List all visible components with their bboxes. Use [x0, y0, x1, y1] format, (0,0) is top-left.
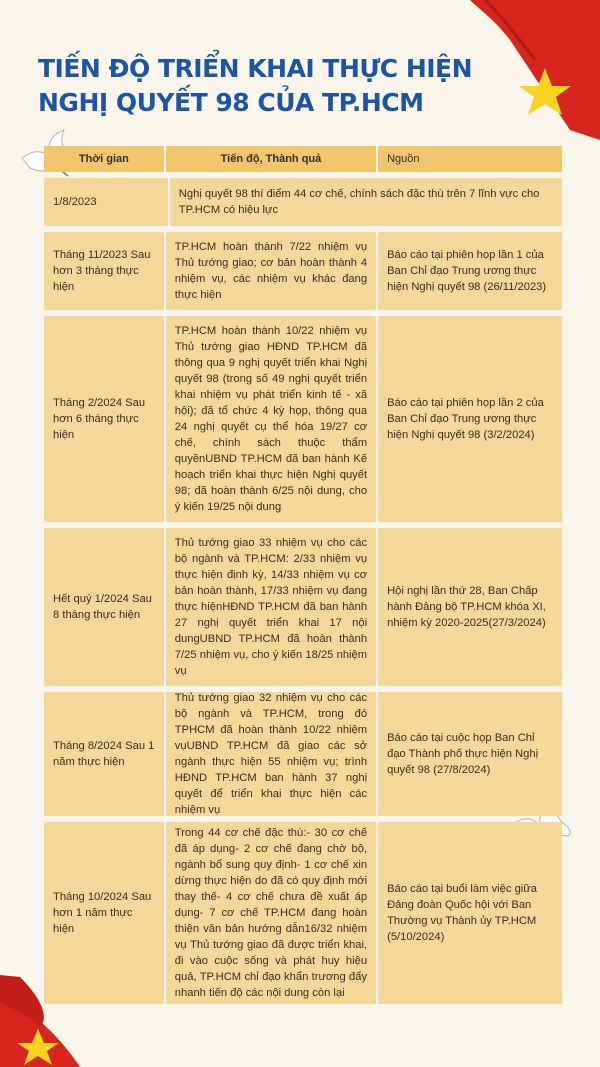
time-cell: Tháng 11/2023 Sau hơn 3 tháng thực hiện	[44, 232, 166, 310]
table-row	[44, 692, 562, 816]
table-row	[44, 232, 562, 310]
source-cell: Báo cáo tại buổi làm việc giữa Đảng đoàn Quốc hội với Ban Thường vụ Thành ủy TP.HCM (5/10/2024)	[378, 822, 562, 1004]
time-cell: Hết quý 1/2024 Sau 8 tháng thực hiện	[44, 528, 166, 686]
source-cell: Báo cáo tại phiên họp lần 1 của Ban Chỉ đạo Trung ương thực hiện Nghị quyết 98 (26/11/2023)	[378, 232, 562, 310]
time-cell: Tháng 10/2024 Sau hơn 1 năm thực hiện	[44, 822, 166, 1004]
progress-cell: Nghị quyết 98 thí điểm 44 cơ chế, chính sách đặc thù trên 7 lĩnh vực cho TP.HCM có hiệu lực	[170, 178, 562, 226]
time-cell: 1/8/2023	[44, 178, 170, 226]
header-source: Nguồn	[378, 146, 562, 172]
table-row	[44, 528, 562, 686]
progress-cell: TP.HCM hoàn thành 10/22 nhiệm vụ Thủ tướng giao HĐND TP.HCM đã thông qua 9 nghị quyết triển khai Nghị quyết 98 (trong số 49 nghị quyết triển khai nhiệm vụ phát triển kinh tế - xã hội); đã tổ chức 4 kỳ họp, thông qua 24 nghị quyết cụ thể hóa 19/27 cơ chế, chính sách thuộc thẩm quyềnUBND TP.HCM đã ban hành Kế hoạch triển khai thực hiện Nghị quyết 98; đã hoàn thành 6/25 nội dung, cho ý kiến 19/25 nội dung	[166, 316, 378, 522]
header-time: Thời gian	[44, 146, 166, 172]
progress-cell: Thủ tướng giao 33 nhiệm vụ cho các bộ ngành và TP.HCM: 2/33 nhiệm vụ thực hiện định kỳ, 14/33 nhiệm vụ cơ bản hoàn thành, 17/33 nhiệm vụ đang thực hiệnHĐND TP.HCM đã ban hành 27 nghị quyết triển khai 17 nội dungUBND TP.HCM đã hoàn thành 7/25 nhiệm vụ, cho ý kiến 18/25 nhiệm vụ	[166, 528, 378, 686]
progress-cell: TP.HCM hoàn thành 7/22 nhiệm vụ Thủ tướng giao; cơ bản hoàn thành 4 nhiệm vụ, các nhiệm vụ khác đang thực hiện	[166, 232, 378, 310]
source-cell: Hội nghị lần thứ 28, Ban Chấp hành Đảng bộ TP.HCM khóa XI, nhiệm kỳ 2020-2025(27/3/2024)	[378, 528, 562, 686]
title-line-2: NGHỊ QUYẾT 98 CỦA TP.HCM	[38, 88, 424, 117]
source-cell: Báo cáo tại phiên họp lần 2 của Ban Chỉ đạo Trung ương thực hiện Nghị quyết 98 (3/2/2024)	[378, 316, 562, 522]
source-cell: Báo cáo tại cuộc họp Ban Chỉ đạo Thành phố thực hiện Nghị quyết 98 (27/8/2024)	[378, 692, 562, 816]
page-title	[38, 52, 472, 120]
table-row	[44, 822, 562, 1004]
table-header	[44, 146, 562, 172]
progress-table	[44, 146, 562, 1010]
progress-cell: Trong 44 cơ chế đặc thù:- 30 cơ chế đã áp dụng- 2 cơ chế đang chờ bộ, ngành bổ sung quy định- 1 cơ chế xin dừng thực hiện do đã có quy định mới thay thế- 4 cơ chế chưa đề xuất áp dụng- 7 cơ chế TP.HCM đang hoàn thiện văn bản hướng dẫn16/32 nhiệm vụ Thủ tướng giao đã được triển khai, đi vào cuộc sống và phát huy hiệu quả, TP.HCM chỉ đạo khẩn trương đẩy nhanh tiến độ các nội dung còn lại	[166, 822, 378, 1004]
time-cell: Tháng 8/2024 Sau 1 năm thực hiện	[44, 692, 166, 816]
table-row	[44, 316, 562, 522]
progress-cell: Thủ tướng giao 32 nhiệm vụ cho các bộ ngành và TP.HCM, trong đó TPHCM đã hoàn thành 10/22 nhiệm vụUBND TP.HCM đã giao các sở ngành thực hiện 55 nhiệm vụ; trình HĐND TP.HCM ban hành 37 nghị quyết để triển khai thực hiện các nhiệm vụ	[166, 692, 378, 816]
table-row	[44, 178, 562, 226]
header-progress: Tiến độ, Thành quả	[166, 146, 378, 172]
title-line-1: TIẾN ĐỘ TRIỂN KHAI THỰC HIỆN	[38, 54, 473, 83]
flag-ribbon-top	[450, 0, 600, 140]
time-cell: Tháng 2/2024 Sau hơn 6 tháng thực hiện	[44, 316, 166, 522]
